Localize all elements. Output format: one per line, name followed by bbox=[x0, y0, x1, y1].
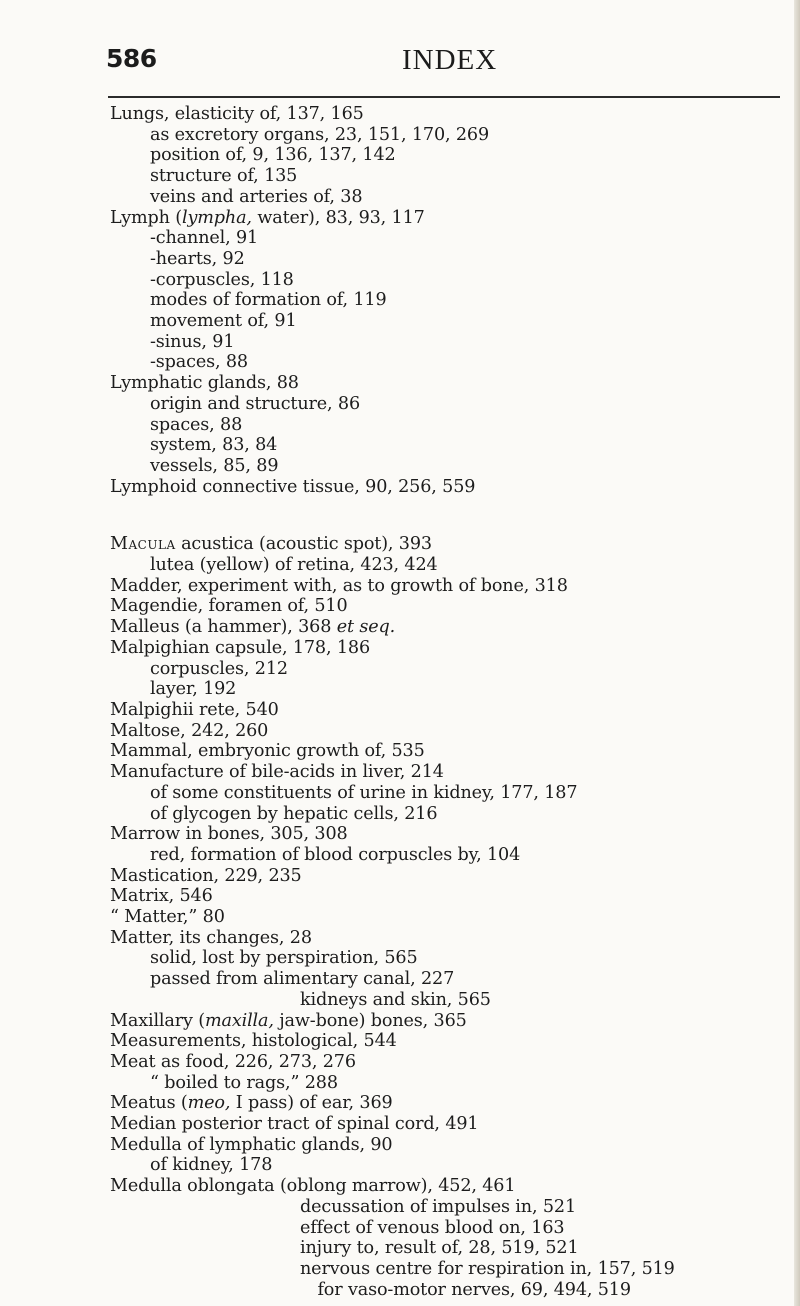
entry-text: water), 83, 93, 117 bbox=[251, 207, 425, 228]
index-entry: Magendie, foramen of, 510 bbox=[110, 596, 348, 617]
index-subentry: “ boiled to rags,” 288 bbox=[150, 1072, 338, 1093]
index-subentry: nervous centre for respiration in, 157, 519 bbox=[300, 1258, 675, 1279]
index-entry: “ Matter,” 80 bbox=[110, 907, 225, 928]
index-entry: Medulla of lymphatic glands, 90 bbox=[110, 1134, 393, 1155]
index-entry: Meat as food, 226, 273, 276 bbox=[110, 1051, 356, 1072]
index-subentry: passed from alimentary canal, 227 bbox=[150, 969, 455, 990]
entry-headword-smallcaps: Macula bbox=[110, 534, 176, 555]
index-entry: Measurements, histological, 544 bbox=[110, 1031, 397, 1052]
index-subentry: for vaso-motor nerves, 69, 494, 519 bbox=[300, 1279, 631, 1300]
header-rule bbox=[108, 96, 780, 98]
entry-text: Malleus (a hammer), 368 bbox=[110, 617, 337, 638]
index-entry bbox=[0, 617, 800, 638]
index-entry bbox=[0, 534, 800, 555]
index-entry: Maltose, 242, 260 bbox=[110, 720, 269, 741]
index-subentry: corpuscles, 212 bbox=[150, 658, 288, 679]
index-entry: Malpighii rete, 540 bbox=[110, 699, 279, 720]
index-entry: Matter, its changes, 28 bbox=[110, 927, 312, 948]
index-subentry: -sinus, 91 bbox=[150, 331, 235, 352]
index-subentry: layer, 192 bbox=[150, 679, 237, 700]
entry-text: acustica (acoustic spot), 393 bbox=[175, 534, 432, 555]
index-entry bbox=[0, 1093, 800, 1114]
index-subentry: system, 83, 84 bbox=[150, 435, 278, 456]
index-subentry: -corpuscles, 118 bbox=[150, 269, 294, 290]
index-subentry: spaces, 88 bbox=[150, 414, 243, 435]
index-subentry: of kidney, 178 bbox=[150, 1155, 273, 1176]
index-entry: Lymphoid connective tissue, 90, 256, 559 bbox=[110, 476, 476, 497]
index-subentry: -hearts, 92 bbox=[150, 248, 245, 269]
index-entry: Matrix, 546 bbox=[110, 886, 213, 907]
entry-italic: maxilla, bbox=[204, 1010, 274, 1031]
index-entry bbox=[0, 1011, 800, 1032]
index-subentry: lutea (yellow) of retina, 423, 424 bbox=[150, 555, 438, 576]
index-subentry: of glycogen by hepatic cells, 216 bbox=[150, 803, 438, 824]
page-edge-shadow bbox=[794, 0, 800, 1306]
index-subentry: veins and arteries of, 38 bbox=[150, 186, 363, 207]
index-subentry: -channel, 91 bbox=[150, 228, 259, 249]
index-entry bbox=[0, 208, 800, 229]
index-subentry: decussation of impulses in, 521 bbox=[300, 1196, 576, 1217]
index-subentry: as excretory organs, 23, 151, 170, 269 bbox=[150, 124, 490, 145]
index-entry: Median posterior tract of spinal cord, 491 bbox=[110, 1114, 479, 1135]
index-subentry: vessels, 85, 89 bbox=[150, 455, 279, 476]
index-entry: Lymphatic glands, 88 bbox=[110, 373, 299, 394]
index-subentry: solid, lost by perspiration, 565 bbox=[150, 948, 418, 969]
page-header bbox=[106, 44, 796, 84]
index-subentry: red, formation of blood corpuscles by, 104 bbox=[150, 844, 521, 865]
index-subentry: injury to, result of, 28, 519, 521 bbox=[300, 1238, 579, 1259]
index-entry: Marrow in bones, 305, 308 bbox=[110, 824, 348, 845]
index-entry: Medulla oblongata (oblong marrow), 452, 461 bbox=[110, 1176, 516, 1197]
section-gap bbox=[0, 497, 800, 534]
entry-text: Meatus ( bbox=[110, 1093, 188, 1114]
index-subentry: -spaces, 88 bbox=[150, 352, 248, 373]
entry-italic: meo, bbox=[187, 1093, 231, 1114]
page-number: 586 bbox=[106, 44, 157, 73]
entry-text: Maxillary ( bbox=[110, 1010, 205, 1031]
index-subentry: structure of, 135 bbox=[150, 166, 298, 187]
index-entry: Manufacture of bile-acids in liver, 214 bbox=[110, 762, 444, 783]
entry-italic: lympha, bbox=[182, 207, 252, 228]
index-subentry: position of, 9, 136, 137, 142 bbox=[150, 145, 396, 166]
entry-italic: et seq. bbox=[336, 617, 396, 638]
entry-text: Lymph ( bbox=[110, 207, 182, 228]
entry-text: jaw-bone) bones, 365 bbox=[273, 1010, 467, 1031]
index-entry: Mastication, 229, 235 bbox=[110, 865, 302, 886]
index-entry: Madder, experiment with, as to growth of bone, 318 bbox=[110, 575, 568, 596]
index-subentry: origin and structure, 86 bbox=[150, 393, 361, 414]
entry-text: I pass) of ear, 369 bbox=[230, 1093, 393, 1114]
index-subentry: effect of venous blood on, 163 bbox=[300, 1217, 565, 1238]
index-entry: Lungs, elasticity of, 137, 165 bbox=[110, 104, 364, 124]
index-subentry: kidneys and skin, 565 bbox=[300, 989, 491, 1010]
index-subentry: movement of, 91 bbox=[150, 311, 297, 332]
index-subentry: of some constituents of urine in kidney, 177, 187 bbox=[150, 782, 578, 803]
index-entry: Mammal, embryonic growth of, 535 bbox=[110, 741, 425, 762]
index-entry: Malpighian capsule, 178, 186 bbox=[110, 637, 370, 658]
index-body bbox=[0, 104, 800, 1300]
running-head-title: INDEX bbox=[402, 44, 498, 76]
index-subentry: modes of formation of, 119 bbox=[150, 290, 387, 311]
